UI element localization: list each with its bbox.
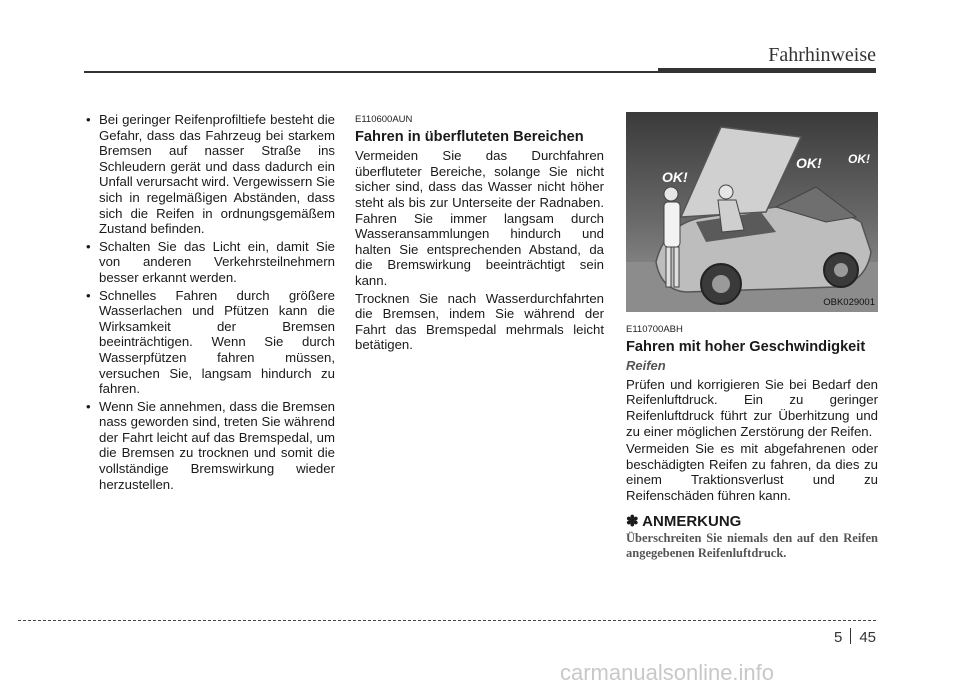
- page-number: [834, 628, 876, 646]
- subheading: Reifen: [626, 358, 666, 374]
- header-rule-accent: [658, 68, 876, 73]
- bullet-list: [84, 112, 335, 492]
- bullet-item: • Wenn Sie annehmen, dass die Bremsen nass geworden sind, treten Sie während der Fahrt leicht auf das Bremspedal, um die Bremsen zu trocknen und somit die vollständige Bremswirkung wieder herzustellen.: [84, 399, 335, 493]
- image-code: OBK029001: [823, 297, 875, 309]
- footer-rule: [18, 620, 876, 621]
- column-left: [84, 112, 335, 494]
- page-number-value: 45: [859, 629, 876, 646]
- ok-label: OK!: [662, 169, 688, 185]
- bullet-item: • Schalten Sie das Licht ein, damit Sie von anderen Verkehrsteilnehmern besser erkannt werden.: [84, 239, 335, 286]
- paragraph: Trocknen Sie nach Wasserdurchfahrten die Bremsen, indem Sie während der Fahrt das Bremspedal mehrmals leicht betätigen.: [355, 290, 604, 353]
- illustration-checking-car: [626, 112, 878, 312]
- column-right: [626, 112, 878, 561]
- paragraph: Vermeiden Sie es mit abgefahrenen oder beschädigten Reifen zu fahren, da dies zu einem Traktionsverlust und zu Reifenschäden führen kann.: [626, 441, 878, 503]
- bullet-item: • Bei geringer Reifenprofiltiefe besteht die Gefahr, dass das Fahrzeug bei starkem Bremsen auf nasser Straße ins Schleudern gerät und dass dadurch ein Unfall verursacht wird. Vergewissern Sie sich in regelmäßigen Abständen, dass sich die Reifen in ordnungsgemäßem Zustand befinden.: [84, 112, 335, 237]
- section-number: 5: [833, 629, 843, 646]
- chapter-title: Fahrhinweise: [768, 44, 876, 66]
- section-heading: Fahren in überfluteten Bereichen: [355, 128, 584, 145]
- ok-label: OK!: [796, 155, 822, 171]
- section-heading: Fahren mit hoher Geschwindigkeit: [626, 338, 866, 355]
- note-title: ✽ ANMERKUNG: [626, 512, 742, 530]
- section-code: E110600AUN: [355, 114, 413, 125]
- ok-label: OK!: [848, 152, 870, 166]
- car-illustration: [626, 112, 878, 312]
- header-rule: [84, 71, 658, 73]
- paragraph: Prüfen und korrigieren Sie bei Bedarf den Reifenluftdruck. Ein zu geringer Reifenluftdruck führt zur Überhitzung und zu einer möglichen Zerstörung der Reifen.: [626, 376, 878, 439]
- note-body: Überschreiten Sie niemals den auf den Reifen angegebenen Reifenluftdruck.: [626, 531, 878, 561]
- page-separator: [850, 628, 851, 644]
- bullet-item: • Schnelles Fahren durch größere Wasserlachen und Pfützen kann die Wirksamkeit der Bremsen beeinträchtigen. Wenn Sie durch Wasserpfützen fahren müssen, versuchen Sie, langsam hindurch zu fahren.: [84, 288, 335, 397]
- watermark: carmanualsonline.info: [560, 660, 775, 685]
- section-code: E110700ABH: [626, 324, 683, 335]
- paragraph: Vermeiden Sie das Durchfahren überfluteter Bereiche, solange Sie nicht sicher sind, dass das Wasser nicht höher steht als bis zur Unterseite der Radnaben. Fahren Sie immer langsam durch Wasseransammlungen hindurch und halten Sie entsprechenden Abstand, da die Bremswirkung beeinträchtigt sein kann.: [355, 148, 604, 288]
- column-middle: [355, 112, 604, 355]
